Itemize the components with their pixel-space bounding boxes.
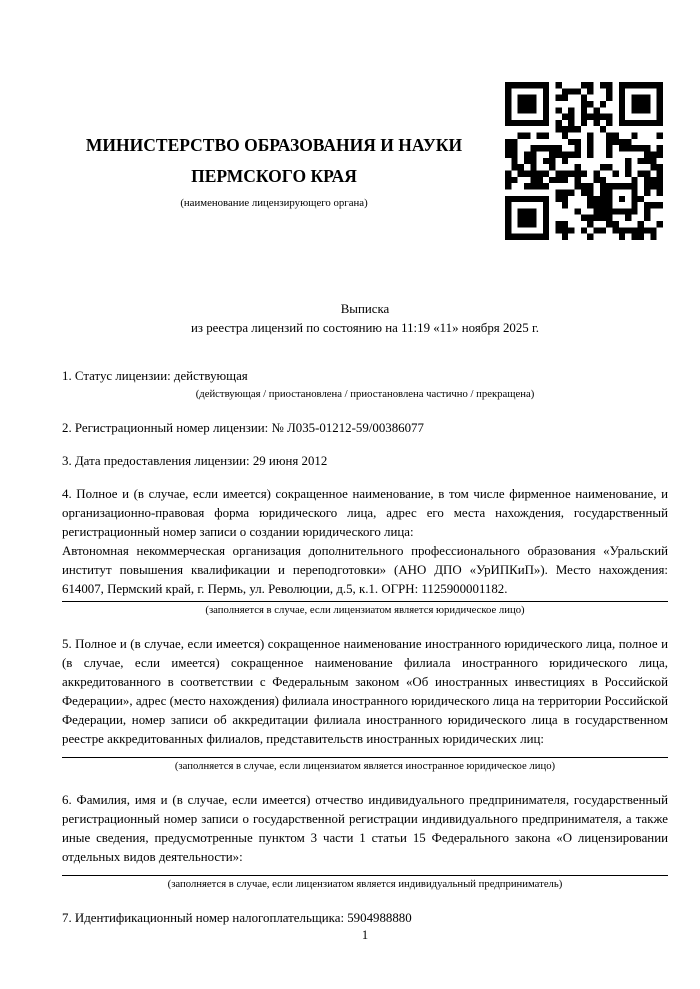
document-title: [62, 300, 668, 338]
legal-entity-label: 4. Полное и (в случае, если имеется) сокращенное наименование, в том числе фирменное наименование, и организационно-правовая форма юридического лица, адрес его места нахождения, государственный регистрационный номер записи о создании юридического лица:: [62, 487, 668, 539]
page-number: 1: [361, 928, 369, 942]
entrepreneur-label: 6. Фамилия, имя и (в случае, если имеется) отчество индивидуального предпринимателя, государственный регистрационный номер записи о государственной регистрации индивидуального предпринимателя, а также иные сведения, предусмотренные пунктом 3 части 1 статьи 15 Федерального закона «О лицензировании отдельных видов деятельности»:: [62, 793, 668, 864]
ministry-name-line2: ПЕРМСКОГО КРАЯ: [191, 166, 357, 186]
grant-date-text: 3. Дата предоставления лицензии: 29 июня 2012: [62, 454, 328, 468]
taxpayer-id-text: 7. Идентификационный номер налогоплательщика: 5904988880: [62, 911, 412, 925]
license-status-text: 1. Статус лицензии: действующая: [62, 369, 248, 383]
legal-entity-note: (заполняется в случае, если лицензиатом является юридическое лицо): [205, 604, 525, 616]
document-body: [62, 300, 668, 928]
field-individual-entrepreneur: [62, 791, 668, 892]
foreign-entity-label: 5. Полное и (в случае, если имеется) сокращенное наименование иностранного юридического лица, полное и (в случае, если имеется) сокращенное наименование филиала иностранного юридического лица, аккредитованного в соответствии с Федеральным законом «Об иностранных инвестициях в Российской Федерации», адрес (место нахождения) филиала иностранного юридического лица на территории Российской Федерации, номер записи об аккредитации филиала иностранного юридического лица в государственном реестре аккредитованных филиалов, представительств иностранных юридических лиц:: [62, 637, 668, 746]
field-legal-entity: [62, 485, 668, 618]
field-license-status: [62, 367, 668, 402]
ministry-name-line1: МИНИСТЕРСТВО ОБРАЗОВАНИЯ И НАУКИ: [85, 135, 463, 155]
issuing-authority-header: [62, 130, 486, 210]
entrepreneur-note: (заполняется в случае, если лицензиатом является индивидуальный предприниматель): [167, 878, 563, 890]
licensing-authority-note: (наименование лицензирующего органа): [180, 197, 368, 209]
field-foreign-entity: [62, 635, 668, 774]
document-title-line1: Выписка: [340, 302, 390, 316]
field-registration-number: [62, 419, 668, 438]
registration-number-text: 2. Регистрационный номер лицензии: № Л035-01212-59/00386077: [62, 421, 424, 435]
foreign-entity-note: (заполняется в случае, если лицензиатом является иностранное юридическое лицо): [174, 760, 556, 772]
qr-code-icon: [505, 82, 663, 240]
legal-entity-value: Автономная некоммерческая организация дополнительного профессионального образования «Уральский институт повышения квалификации и переподготовки» (АНО ДПО «УрИПКиП»). Место нахождения: 614007, Пермский край, г. Пермь, ул. Революции, д.5, к.1. ОГРН: 1125900001182.: [62, 544, 668, 596]
document-title-line2: из реестра лицензий по состоянию на 11:19 «11» ноября 2025 г.: [190, 321, 540, 335]
license-status-options-note: (действующая / приостановлена / приостановлена частично / прекращена): [195, 388, 535, 400]
field-grant-date: [62, 452, 668, 471]
